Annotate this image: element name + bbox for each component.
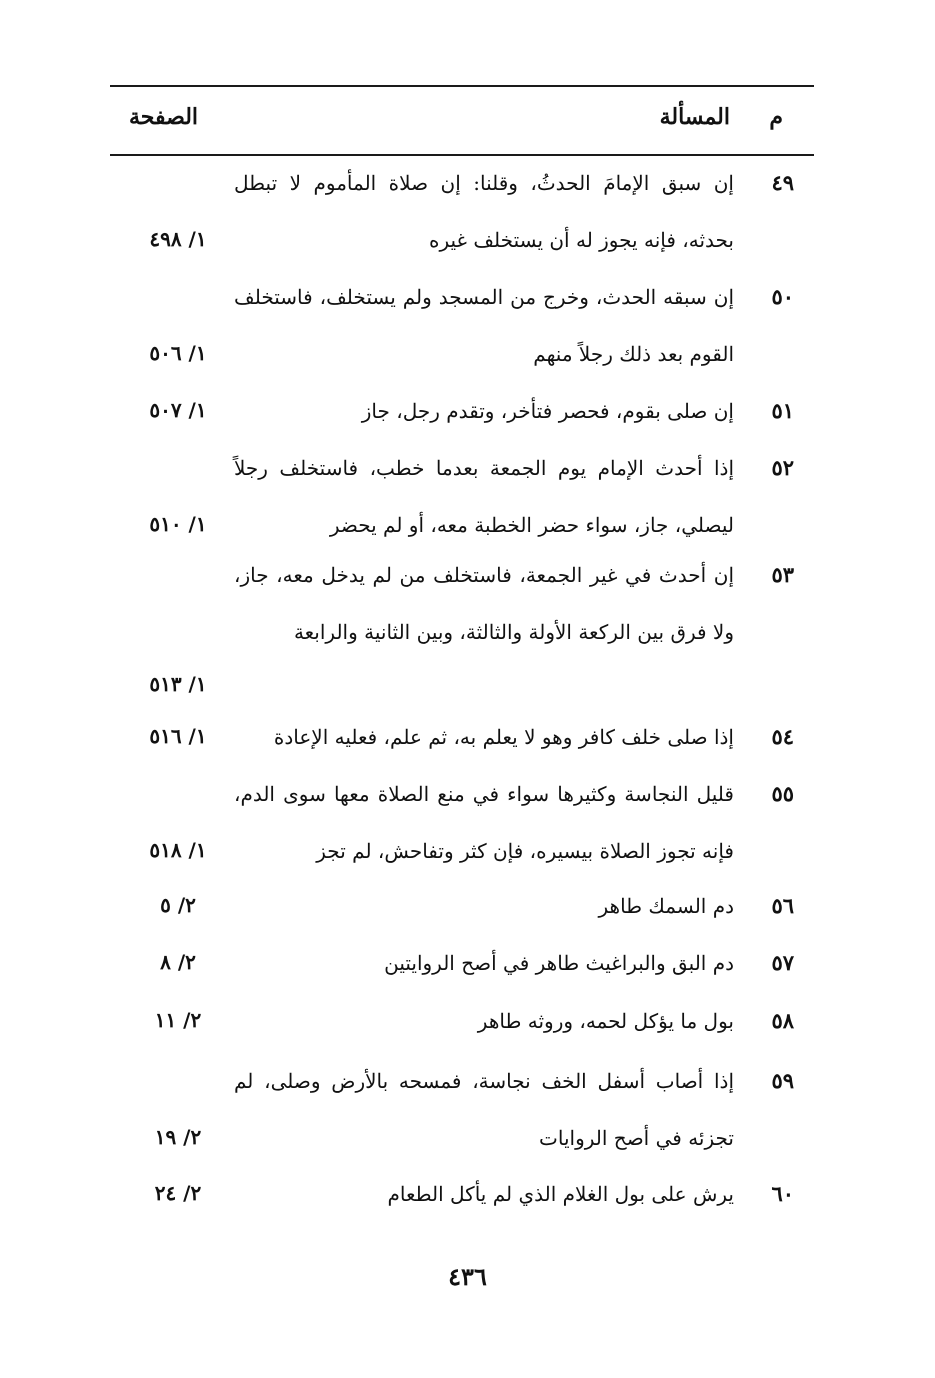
entry-text: إن صلى بقوم، فحصر فتأخر، وتقدم رجل، جاز bbox=[361, 399, 734, 423]
entry-number: ٥٢ bbox=[771, 455, 794, 480]
entry-page-ref: ٢/ ٨ bbox=[160, 950, 196, 974]
entry-text: دم البق والبراغيث طاهر في أصح الروايتين bbox=[384, 951, 734, 975]
entry-page-ref: ٢/ ١٩ bbox=[154, 1125, 202, 1149]
entry-page-ref: ٢/ ١١ bbox=[154, 1008, 202, 1032]
entry-page-ref: ٢/ ٢٤ bbox=[154, 1181, 202, 1205]
entry-text: بول ما يؤكل لحمه، وروثه طاهر bbox=[477, 1009, 734, 1033]
entry-page-ref: ١/ ٥١٠ bbox=[149, 512, 207, 536]
entry-page-ref: ١/ ٥٠٦ bbox=[149, 341, 207, 365]
entry-text: إن سبقه الحدث، وخرج من المسجد ولم يستخلف، فاستخلف القوم بعد ذلك رجلاً منهم bbox=[234, 285, 734, 366]
entry-page-ref: ١/ ٥١٨ bbox=[149, 838, 207, 862]
entry-page-ref: ١/ ٤٩٨ bbox=[149, 227, 207, 251]
entry-number: ٥٦ bbox=[771, 893, 794, 918]
entry-number: ٥١ bbox=[771, 398, 794, 423]
entry-page-ref: ١/ ٥١٣ bbox=[149, 672, 207, 696]
entry-number: ٥٣ bbox=[771, 562, 794, 587]
entry-number: ٤٩ bbox=[771, 170, 794, 195]
header-number-label: م bbox=[769, 104, 783, 130]
entry-text: إن أحدث في غير الجمعة، فاستخلف من لم يدخل معه، جاز، ولا فرق بين الركعة الأولة والثالثة، وبين الثانية والرابعة bbox=[234, 563, 734, 644]
entry-text: إذا أصاب أسفل الخف نجاسة، فمسحه بالأرض وصلى، لم تجزئه في أصح الروايات bbox=[234, 1069, 734, 1150]
entry-text: إن سبق الإمامَ الحدثُ، وقلنا: إن صلاة المأموم لا تبطل بحدثه، فإنه يجوز له أن يستخلف غيره bbox=[234, 171, 734, 252]
entry-number: ٥٧ bbox=[771, 950, 794, 975]
header-page-label: الصفحة bbox=[129, 104, 199, 130]
entry-text: إذا صلى خلف كافر وهو لا يعلم به، ثم علم، فعليه الإعادة bbox=[273, 725, 734, 749]
entry-text: دم السمك طاهر bbox=[598, 894, 734, 918]
entry-number: ٥٨ bbox=[771, 1008, 794, 1033]
entry-text: قليل النجاسة وكثيرها سواء في منع الصلاة معها سوى الدم، فإنه تجوز الصلاة بيسيره، فإن كثر وتفاحش، لم تجز bbox=[234, 782, 734, 863]
entry-number: ٦٠ bbox=[771, 1181, 794, 1206]
entry-text: يرش على بول الغلام الذي لم يأكل الطعام bbox=[387, 1182, 734, 1206]
entry-text: إذا أحدث الإمام يوم الجمعة بعدما خطب، فاستخلف رجلاً ليصلي، جاز، سواء حضر الخطبة معه، أو لم يحضر bbox=[234, 456, 734, 537]
entry-page-ref: ٢/ ٥ bbox=[160, 893, 196, 917]
entry-number: ٥٩ bbox=[771, 1068, 794, 1093]
entry-page-ref: ١/ ٥١٦ bbox=[149, 724, 207, 748]
header-question-label: المسألة bbox=[659, 104, 730, 130]
entry-number: ٥٤ bbox=[771, 724, 794, 749]
page-number: ٤٣٦ bbox=[448, 1262, 487, 1291]
header-top-rule bbox=[110, 85, 814, 87]
entry-page-ref: ١/ ٥٠٧ bbox=[149, 398, 207, 422]
entry-number: ٥٠ bbox=[771, 284, 794, 309]
entry-number: ٥٥ bbox=[771, 781, 794, 806]
